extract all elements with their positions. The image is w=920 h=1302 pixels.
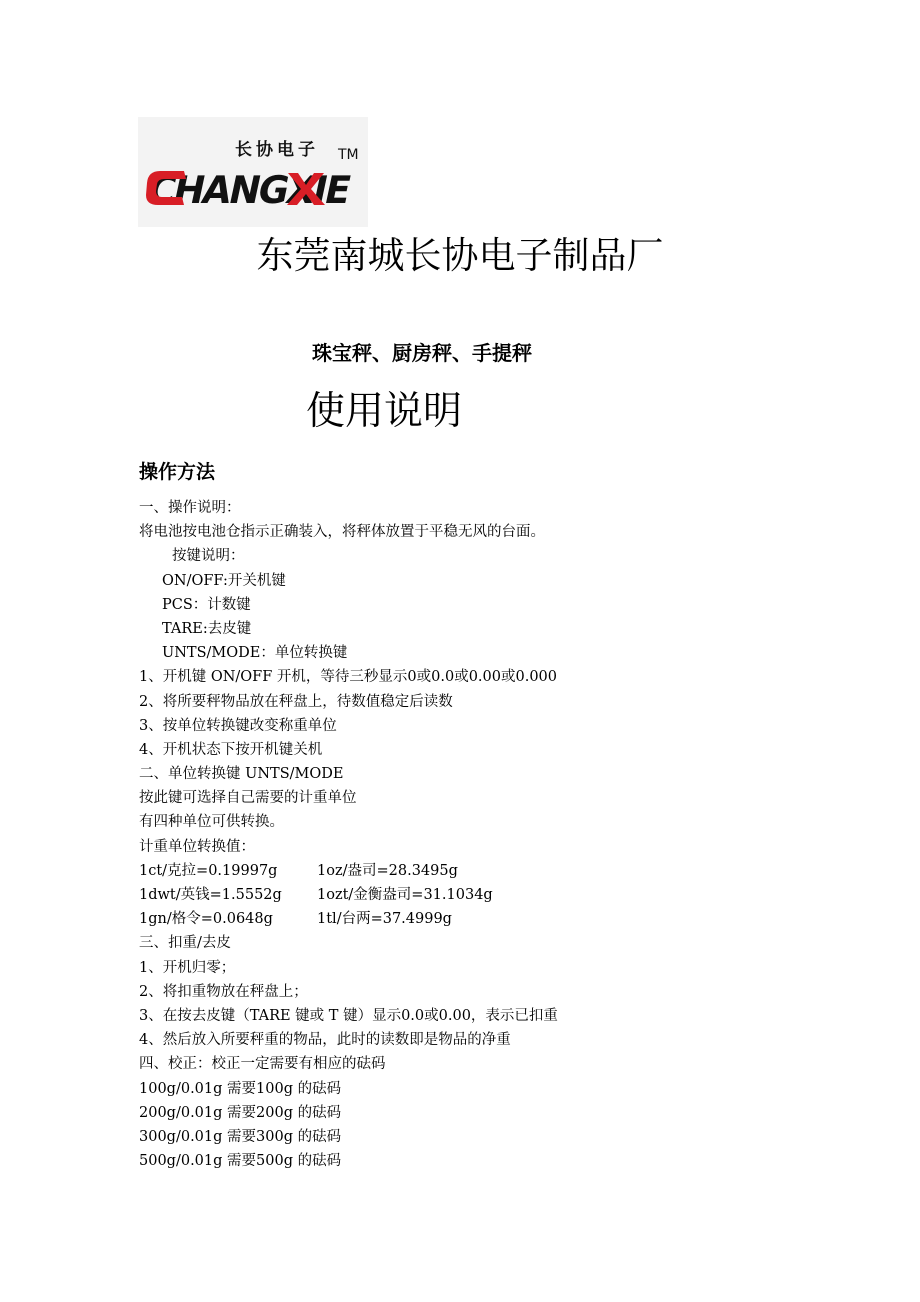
conversion-left: 1gn/格令=0.0648g <box>139 911 273 928</box>
conversion-row <box>139 883 839 907</box>
tare-step-2: 2、将扣重物放在秤盘上； <box>139 983 308 1000</box>
tare-step-3: 3、在按去皮键（TARE 键或 T 键）显示0.0或0.00，表示已扣重 <box>139 1007 558 1024</box>
conversion-heading: 计重单位转换值： <box>139 838 255 855</box>
section-heading: 操作方法 <box>139 461 216 483</box>
conversion-left: 1dwt/英钱=1.5552g <box>139 887 282 903</box>
instructions-body <box>139 496 839 1173</box>
logo-brand-cn: 长协电子 <box>235 140 319 160</box>
key-unts-mode: UNTS/MODE：单位转换键 <box>162 645 348 662</box>
keys-heading: 按键说明： <box>172 548 245 565</box>
tare-step-1: 1、开机归零； <box>139 959 236 976</box>
calibration-200g: 200g/0.01g 需要200g 的砝码 <box>139 1104 342 1121</box>
section-one-heading: 一、操作说明： <box>139 500 241 516</box>
section-four-heading: 四、校正：校正一定需要有相应的砝码 <box>139 1056 386 1073</box>
changxie-logo-graphic <box>138 117 368 227</box>
section-two-heading: 二、单位转换键 UNTS/MODE <box>139 766 344 783</box>
conversion-row <box>139 907 839 931</box>
step-3: 3、按单位转换键改变称重单位 <box>139 717 337 734</box>
section-three-heading: 三、扣重/去皮 <box>139 935 231 952</box>
product-line: 珠宝秤、厨房秤、手提秤 <box>312 341 532 365</box>
tare-step-4: 4、然后放入所要秤重的物品，此时的读数即是物品的净重 <box>139 1032 511 1049</box>
conversion-right: 1oz/盎司=28.3495g <box>317 862 458 879</box>
key-pcs: PCS：计数键 <box>162 596 251 613</box>
step-2: 2、将所要秤物品放在秤盘上，待数值稳定后读数 <box>139 693 453 710</box>
unit-key-description: 按此键可选择自己需要的计重单位 <box>139 790 357 807</box>
conversion-right: 1tl/台两=37.4999g <box>317 911 452 928</box>
conversion-right: 1ozt/金衡盎司=31.1034g <box>317 887 493 903</box>
conversion-row <box>139 859 839 883</box>
logo-wordmark: CHANGXIE <box>143 168 359 213</box>
key-on-off: ON/OFF:开关机键 <box>162 572 286 589</box>
calibration-500g: 500g/0.01g 需要500g 的砝码 <box>139 1153 342 1170</box>
logo-trademark: TM <box>338 147 359 163</box>
battery-instruction: 将电池按电池仓指示正确装入，将秤体放置于平稳无风的台面。 <box>139 524 545 541</box>
step-4: 4、开机状态下按开机键关机 <box>139 741 323 758</box>
calibration-300g: 300g/0.01g 需要300g 的砝码 <box>139 1128 342 1145</box>
unit-count-note: 有四种单位可供转换。 <box>139 814 284 831</box>
step-1: 1、开机键 ON/OFF 开机，等待三秒显示0或0.0或0.00或0.000 <box>139 669 557 686</box>
calibration-100g: 100g/0.01g 需要100g 的砝码 <box>139 1080 342 1097</box>
conversion-left: 1ct/克拉=0.19997g <box>139 862 278 879</box>
brand-logo <box>138 117 368 227</box>
document-title: 使用说明 <box>306 389 463 434</box>
key-tare: TARE:去皮键 <box>162 620 252 637</box>
company-name: 东莞南城长协电子制品厂 <box>256 234 664 277</box>
